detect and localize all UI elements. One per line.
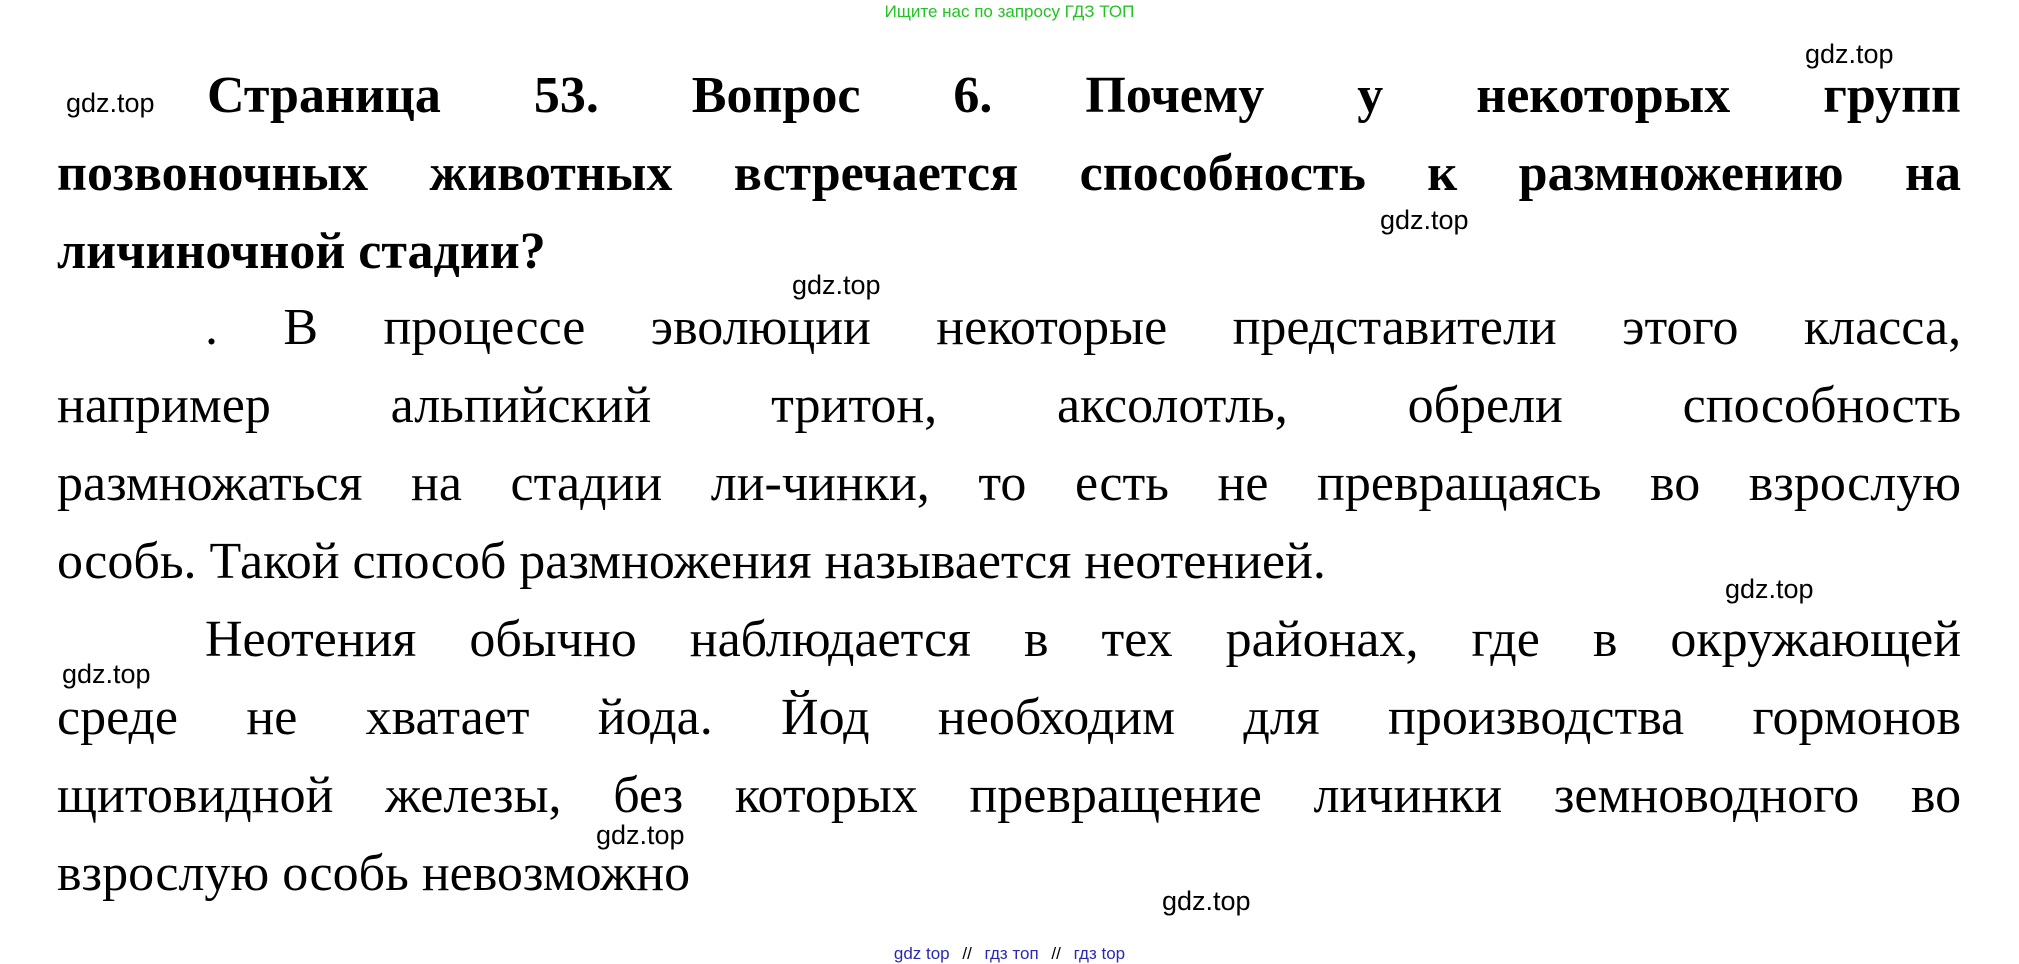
answer-line: . В процессе эволюции некоторые представители этого класса,	[205, 299, 1962, 356]
answer-line: взрослую особь невозможно	[57, 845, 691, 902]
watermark: gdz.top	[792, 270, 881, 300]
answer-line: среде не хватает йода. Йод необходим для производства гормонов	[57, 689, 1962, 746]
watermark: gdz.top	[1805, 39, 1894, 69]
answer-line: размножаться на стадии ли-чинки, то есть не превращаясь во взрослую	[57, 455, 1962, 512]
footer-link[interactable]: гдз top	[1073, 944, 1126, 963]
watermark: gdz.top	[596, 820, 685, 850]
answer-line: щитовидной железы, без которых превращение личинки земноводного во	[57, 767, 1962, 824]
answer-line: Неотения обычно наблюдается в тех районах, где в окружающей	[205, 611, 1962, 668]
question-line: личиночной стадии?	[57, 223, 546, 280]
watermark: gdz.top	[1725, 574, 1814, 604]
question-label: Страница 53. Вопрос 6.	[207, 67, 993, 124]
footer-separator: //	[1051, 944, 1061, 963]
watermark: gdz.top	[62, 659, 151, 689]
watermark: gdz.top	[1380, 205, 1469, 235]
answer-line: особь. Такой способ размножения называется неотенией.	[57, 533, 1326, 590]
footer-link[interactable]: гдз топ	[984, 944, 1039, 963]
question-line: Страница 53. Вопрос 6. Почему у некоторых групп	[207, 67, 1962, 124]
question-line: позвоночных животных встречается способность к размножению на	[57, 145, 1961, 202]
top-banner: Ищите нас по запросу ГДЗ ТОП	[884, 2, 1135, 21]
footer-link[interactable]: gdz top	[893, 944, 950, 963]
footer-separator: //	[962, 944, 972, 963]
watermark: gdz.top	[1162, 886, 1251, 916]
footer-links	[0, 944, 2019, 964]
watermark: gdz.top	[66, 88, 155, 118]
answer-line: например альпийский тритон, аксолотль, обрели способность	[57, 377, 1962, 434]
